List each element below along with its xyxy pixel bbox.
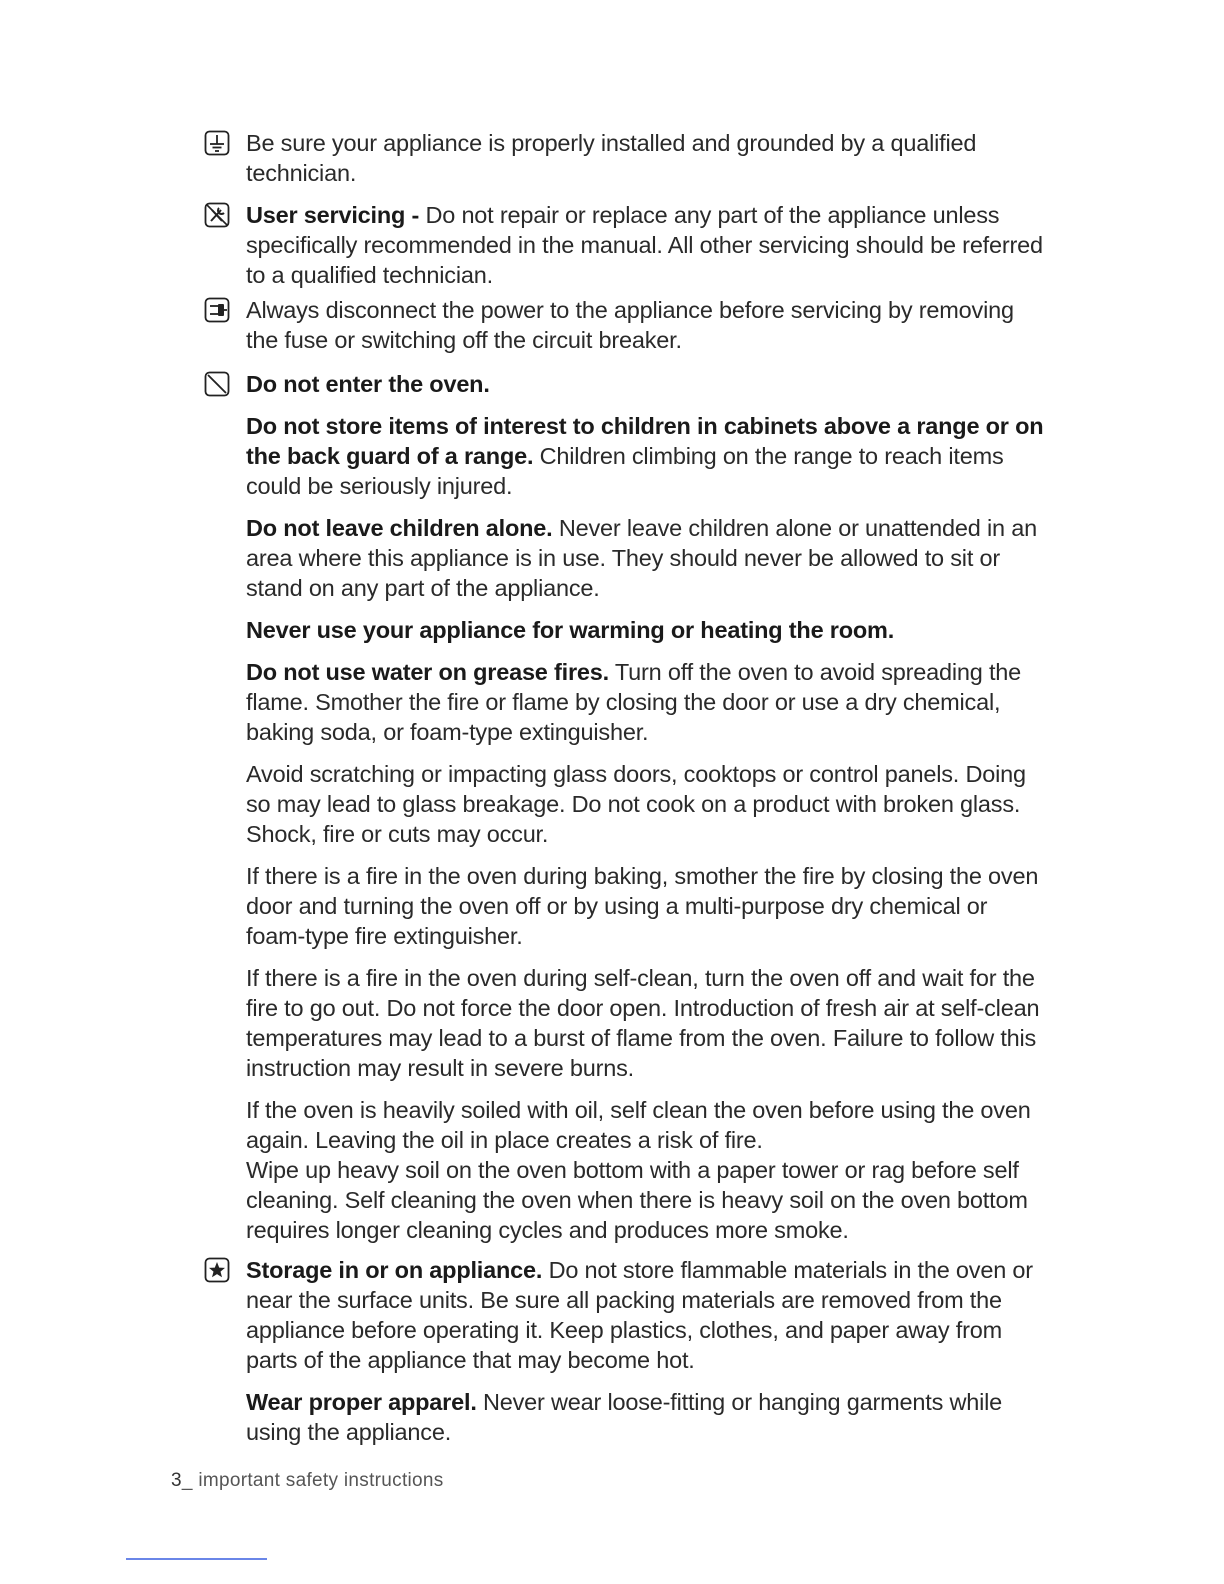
grease-fires-paragraph [246,657,1046,747]
footer-separator: _ [181,1470,193,1491]
prohibited-icon [204,371,230,397]
paragraph-heading: Wear proper apparel. [246,1389,477,1415]
children-cabinets-paragraph [246,411,1046,501]
paragraph-text: Never leave children alone or unattended in an area where this appliance is in use. They should never be allowed to sit or stand on any part of the appliance. [246,515,1037,601]
paragraph-heading: Do not use water on grease fires. [246,659,609,685]
apparel-paragraph [246,1387,1046,1447]
section-title: important safety instructions [192,1470,444,1491]
no-heating-room-paragraph [246,615,1046,645]
paragraph-text: Turn off the oven to avoid spreading the flame. Smother the fire or flame by closing the door or use a dry chemical, baking soda, or foam-type extinguisher. [246,659,1022,745]
user-servicing-paragraph [246,200,1046,290]
paragraph-heading: Do not leave children alone. [246,515,553,541]
paragraph-heading: User servicing - [246,202,420,228]
page-number: 3 [171,1470,182,1491]
soiled-oil-paragraph [246,1095,1046,1155]
paragraph-heading: Do not enter the oven. [246,371,490,397]
star-icon [204,1257,230,1283]
no-servicing-icon [204,202,230,228]
paragraph-text: Never wear loose-fitting or hanging garments while using the appliance. [246,1389,1002,1445]
baking-fire-paragraph [246,861,1046,951]
paragraph-heading: Storage in or on appliance. [246,1257,543,1283]
paragraph-text: If there is a fire in the oven during baking, smother the fire by closing the oven door and turning the oven off or by using a multi-purpose dry chemical or foam-type fire extinguisher. [246,863,1039,949]
do-not-enter-paragraph [246,369,1046,399]
wipe-soil-paragraph [246,1155,1046,1245]
paragraph-text: If there is a fire in the oven during self-clean, turn the oven off and wait for the fire to go out. Do not force the door open. Introduction of fresh air at self-clean temperatures may lead to a burst of flame from the oven. Failure to follow this instruction may result in severe burns. [246,965,1040,1081]
safety-instructions [246,128,1046,1459]
link-underline [126,1558,267,1560]
unplug-icon [204,297,230,323]
paragraph-text: Children climbing on the range to reach items could be seriously injured. [246,443,1004,499]
children-alone-paragraph [246,513,1046,603]
paragraph-text: Avoid scratching or impacting glass doors, cooktops or control panels. Doing so may lead to glass breakage. Do not cook on a product with broken glass. Shock, fire or cuts may occur. [246,761,1026,847]
paragraph-text: Be sure your appliance is properly installed and grounded by a qualified technician. [246,130,977,186]
glass-paragraph [246,759,1046,849]
paragraph-text: Do not repair or replace any part of the appliance unless specifically recommended in the manual. All other servicing should be referred to a qualified technician. [246,202,1043,288]
ground-icon [204,130,230,156]
self-clean-fire-paragraph [246,963,1046,1083]
grounding-paragraph [246,128,1046,188]
paragraph-heading: Never use your appliance for warming or heating the room. [246,617,895,643]
page-footer [171,1470,444,1492]
paragraph-text: Wipe up heavy soil on the oven bottom with a paper tower or rag before self cleaning. Self cleaning the oven when there is heavy soil on the oven bottom requires longer cleaning cycles and produces more smoke. [246,1157,1028,1243]
disconnect-power-paragraph [246,295,1046,355]
paragraph-text: Always disconnect the power to the appliance before servicing by removing the fuse or switching off the circuit breaker. [246,297,1014,353]
paragraph-text: If the oven is heavily soiled with oil, self clean the oven before using the oven again. Leaving the oil in place creates a risk of fire. [246,1097,1031,1153]
paragraph-heading: Do not store items of interest to children in cabinets above a range or on the back guard of a range. [246,413,1044,469]
storage-paragraph [246,1255,1046,1375]
paragraph-text: Do not store flammable materials in the oven or near the surface units. Be sure all packing materials are removed from the appliance before operating it. Keep plastics, clothes, and paper away from parts of the appliance that may become hot. [246,1257,1033,1373]
